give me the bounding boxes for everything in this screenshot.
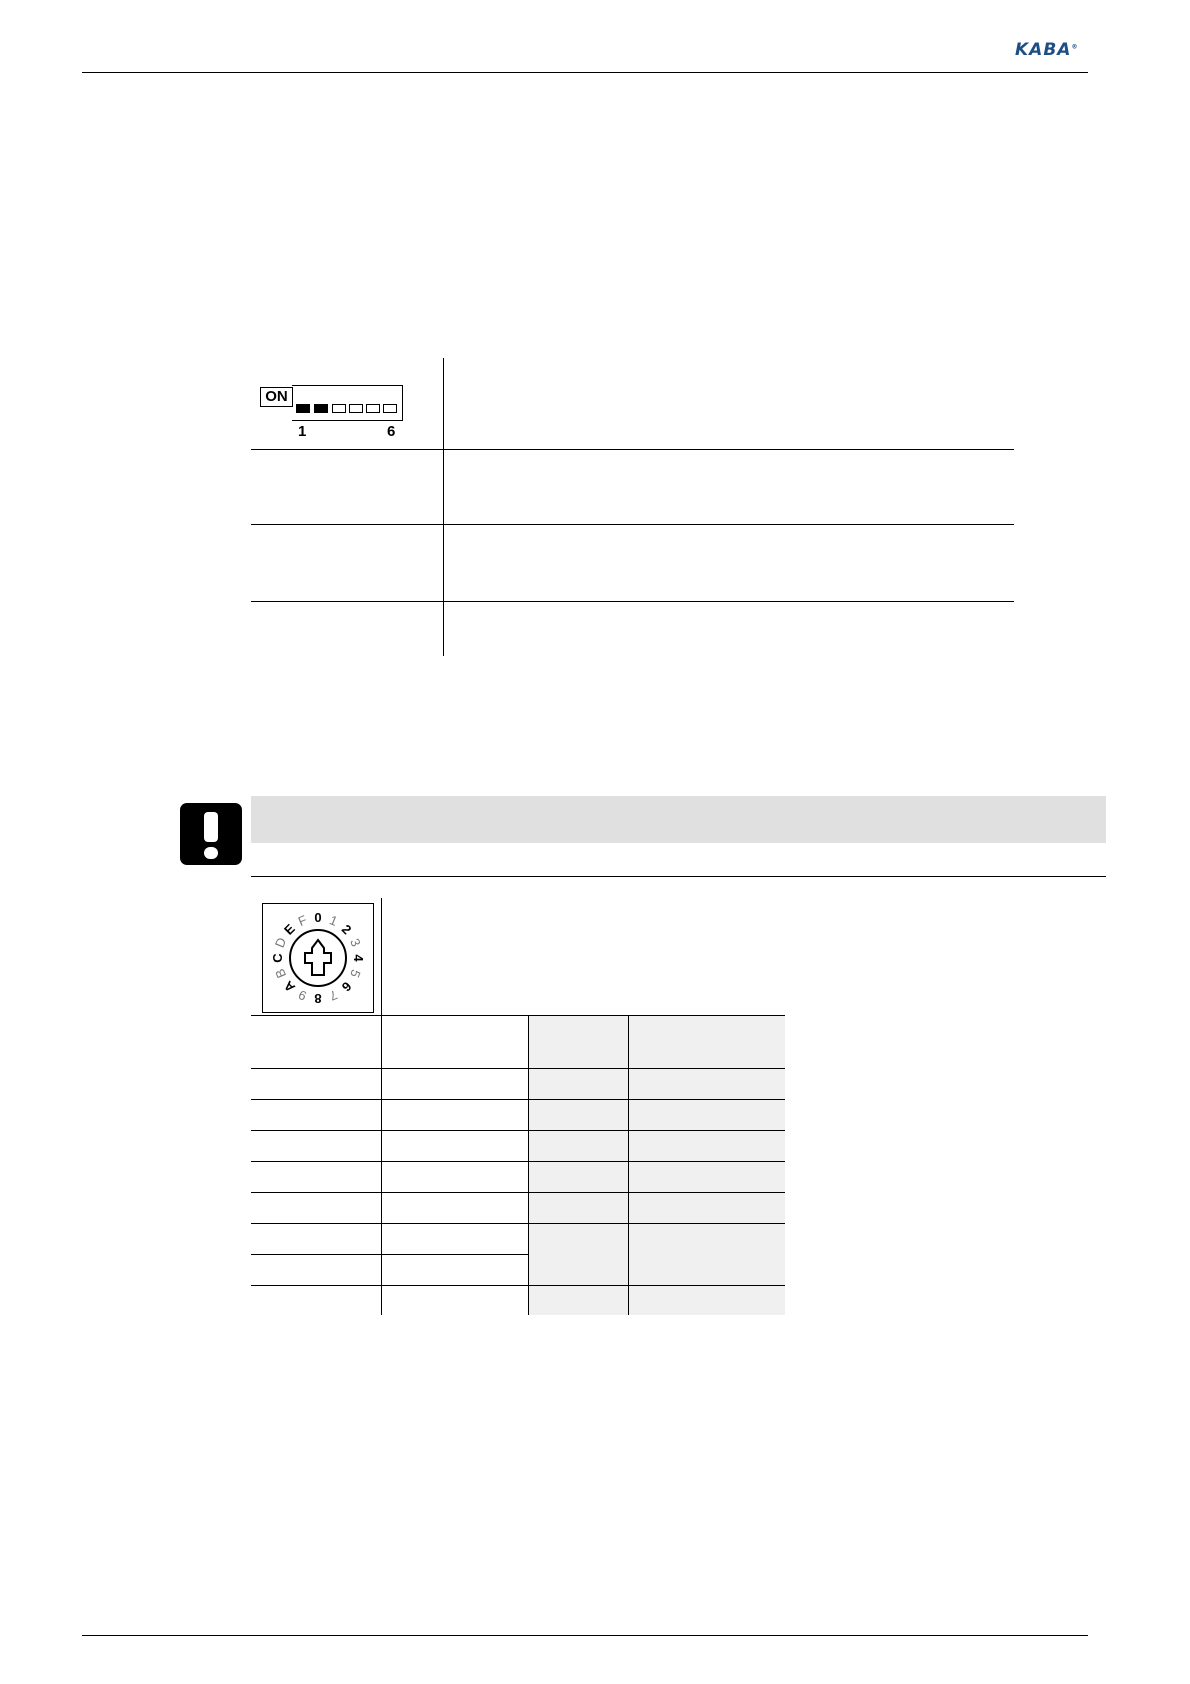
exclamation-icon xyxy=(180,803,242,865)
rotary-label-0: 0 xyxy=(314,910,322,925)
rotary-label-4: 4 xyxy=(351,954,366,962)
dip-table-row-line-3 xyxy=(251,601,1014,602)
rotary-dial-icon xyxy=(263,904,373,1012)
rotary-label-9: 9 xyxy=(296,987,309,1004)
dip-table-row-line-1 xyxy=(251,449,1014,450)
dip-end-label: 6 xyxy=(387,423,396,440)
dip-switch-body xyxy=(292,385,403,421)
rotary-divider xyxy=(381,898,382,1315)
rotary-label-A: A xyxy=(280,978,298,996)
addr-col-divider-2 xyxy=(528,1015,529,1315)
dip-table-divider xyxy=(443,358,444,656)
addr-row-line-8 xyxy=(251,1285,785,1286)
rotary-label-3: 3 xyxy=(347,936,364,949)
header-rule xyxy=(82,72,1088,73)
dip-switch-4 xyxy=(349,404,363,413)
rotary-switch-graphic xyxy=(262,903,374,1013)
addr-col3-bg xyxy=(529,1016,628,1315)
dip-switch-5 xyxy=(366,404,380,413)
dip-switch-2 xyxy=(314,404,328,413)
note-banner xyxy=(251,796,1106,843)
addr-row-line-4 xyxy=(251,1161,785,1162)
rotary-label-E: E xyxy=(280,920,298,938)
rotary-label-2: 2 xyxy=(338,921,355,938)
addr-row-line-6 xyxy=(251,1223,785,1224)
addr-row-line-3 xyxy=(251,1130,785,1131)
rotary-label-C: C xyxy=(270,953,285,963)
addr-row-line-2 xyxy=(251,1099,785,1100)
dip-switch-1 xyxy=(296,404,310,413)
rotary-label-B: B xyxy=(271,966,290,981)
rotary-label-6: 6 xyxy=(338,978,355,995)
dip-start-label: 1 xyxy=(298,423,307,440)
dip-table-row-line-2 xyxy=(251,524,1014,525)
dip-switch-6 xyxy=(383,404,397,413)
addr-row-line-5 xyxy=(251,1192,785,1193)
addr-row-line-1 xyxy=(251,1068,785,1069)
dip-switch-graphic xyxy=(260,385,405,445)
rotary-label-F: F xyxy=(295,912,310,930)
rotary-label-5: 5 xyxy=(347,967,364,980)
rotary-label-1: 1 xyxy=(327,912,340,929)
rotary-label-7: 7 xyxy=(327,987,340,1004)
dip-switch-3 xyxy=(332,404,346,413)
rotary-label-D: D xyxy=(271,935,290,950)
addr-row-line-7 xyxy=(251,1254,528,1255)
footer-rule xyxy=(82,1635,1088,1636)
rotary-label-8: 8 xyxy=(314,991,322,1006)
addr-col-divider-3 xyxy=(628,1015,629,1315)
dip-on-label-box: ON xyxy=(260,387,293,407)
addr-col4-bg xyxy=(629,1016,785,1315)
kaba-logo: KABA® xyxy=(1015,40,1079,60)
note-rule xyxy=(251,876,1106,877)
